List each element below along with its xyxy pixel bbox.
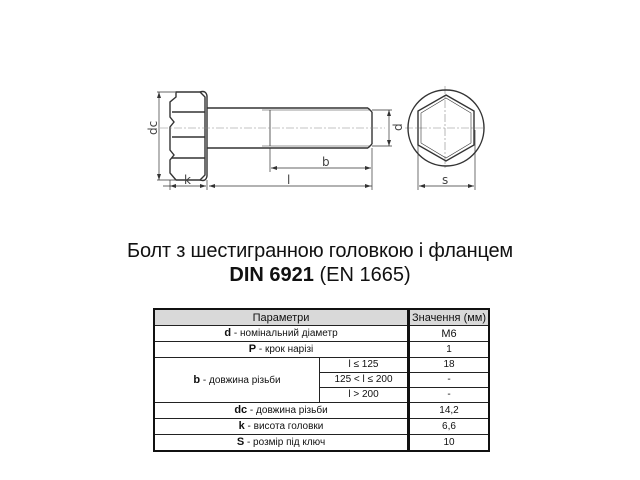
- table-row: [154, 326, 489, 342]
- cond-b-3: l > 200: [320, 388, 409, 403]
- table-row: [154, 419, 489, 435]
- spec-table: [153, 308, 490, 452]
- standard-code: DIN 6921: [229, 264, 314, 286]
- param-s: S - розмір під ключ: [154, 435, 409, 452]
- label-b: b: [322, 155, 330, 169]
- value-b-2: -: [409, 373, 490, 388]
- value-d: M6: [409, 326, 490, 342]
- header-value: Значення (мм): [409, 309, 490, 326]
- standard-title: [0, 264, 640, 287]
- table-row: [154, 342, 489, 358]
- bolt-flange: [200, 92, 207, 181]
- param-k: k - висота головки: [154, 419, 409, 435]
- table-row: [154, 358, 489, 373]
- label-k: k: [184, 173, 191, 187]
- param-b: b - довжина різьби: [154, 358, 320, 403]
- product-title: Болт з шестигранною головкою і фланцем: [127, 240, 513, 262]
- cond-b-1: l ≤ 125: [320, 358, 409, 373]
- header-param: Параметри: [154, 309, 409, 326]
- label-l: l: [287, 173, 291, 187]
- bolt-head: [170, 92, 205, 180]
- value-k: 6,6: [409, 419, 490, 435]
- table-row: [154, 435, 489, 452]
- alt-standard-code: (EN 1665): [319, 264, 411, 286]
- value-p: 1: [409, 342, 490, 358]
- value-b-1: 18: [409, 358, 490, 373]
- table-row: [154, 403, 489, 419]
- label-dc: dc: [146, 120, 160, 135]
- cond-b-2: 125 < l ≤ 200: [320, 373, 409, 388]
- value-dc: 14,2: [409, 403, 490, 419]
- param-p: P - крок нарізі: [154, 342, 409, 358]
- table-header-row: [154, 309, 489, 326]
- label-s: s: [442, 173, 449, 187]
- bolt-technical-drawing: [0, 0, 640, 220]
- param-d: d - номінальний діаметр: [154, 326, 409, 342]
- value-b-3: -: [409, 388, 490, 403]
- label-d: d: [391, 123, 405, 131]
- value-s: 10: [409, 435, 490, 452]
- param-dc: dc - довжина різьби: [154, 403, 409, 419]
